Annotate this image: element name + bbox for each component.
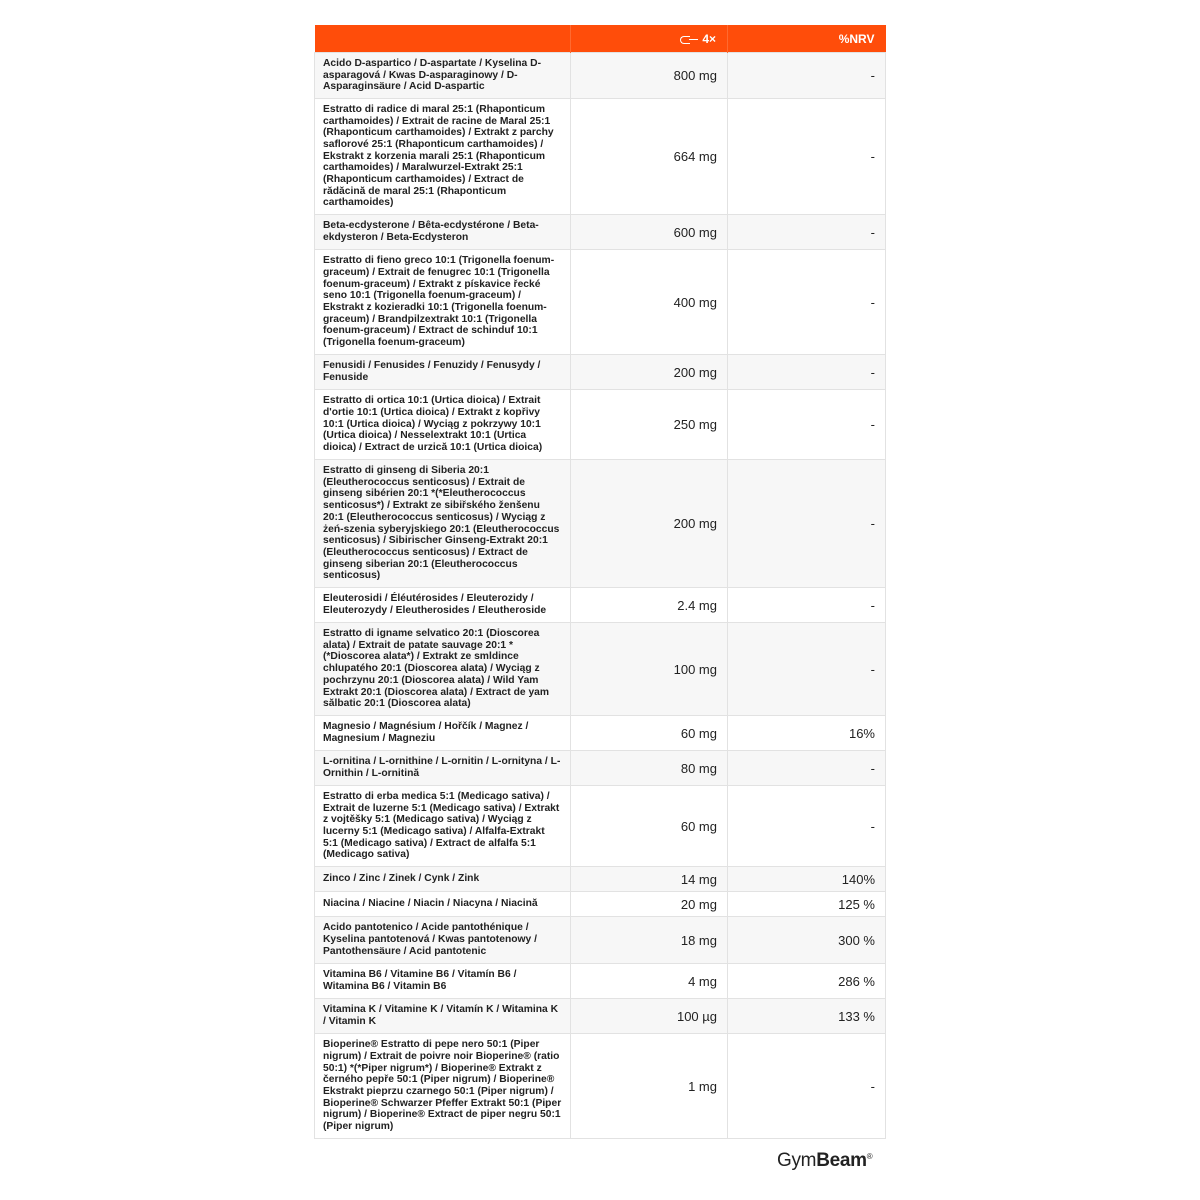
dose-cell: 100 mg <box>571 623 728 716</box>
nrv-cell: - <box>728 355 886 390</box>
nrv-cell: - <box>728 250 886 355</box>
table-row <box>315 215 886 250</box>
nrv-cell: - <box>728 623 886 716</box>
nrv-cell: - <box>728 1034 886 1139</box>
table-row <box>315 867 886 892</box>
nrv-cell: - <box>728 786 886 867</box>
nrv-cell: 16% <box>728 716 886 751</box>
nrv-cell: - <box>728 460 886 588</box>
nrv-cell: - <box>728 215 886 250</box>
logo-registered-mark: ® <box>866 1152 873 1161</box>
dose-cell: 60 mg <box>571 786 728 867</box>
nrv-cell: 125 % <box>728 892 886 917</box>
dose-cell: 20 mg <box>571 892 728 917</box>
ingredient-name-cell: Acido pantotenico / Acide pantothénique / Kyselina pantotenová / Kwas pantotenowy / Pantothensäure / Acid pantotenic <box>315 917 571 964</box>
nrv-cell: 133 % <box>728 999 886 1034</box>
nutrition-table <box>314 25 886 1139</box>
ingredient-name-cell: Eleuterosidi / Éléutérosides / Eleuterozidy / Eleuterozydy / Eleutherosides / Eleutheroside <box>315 588 571 623</box>
capsule-icon <box>680 35 698 44</box>
ingredient-name-cell: Acido D-aspartico / D-aspartate / Kyselina D-asparagová / Kwas D-asparaginowy / D-Asparaginsäure / Acid D-aspartic <box>315 53 571 99</box>
dose-column-header <box>571 25 728 53</box>
dose-cell: 200 mg <box>571 355 728 390</box>
ingredient-name-cell: Estratto di erba medica 5:1 (Medicago sativa) / Extrait de luzerne 5:1 (Medicago sativa) / Extrakt z vojtěšky 5:1 (Medicago sativa) / Wyciąg z lucerny 5:1 (Medicago sativa) / Alfalfa-Extrakt 5:1 (Medicago sativa) / Extract de alfalfa 5:1 (Medicago sativa) <box>315 786 571 867</box>
dose-header-label: 4× <box>702 31 716 46</box>
dose-cell: 60 mg <box>571 716 728 751</box>
dose-cell: 80 mg <box>571 751 728 786</box>
table-row <box>315 390 886 460</box>
table-row <box>315 623 886 716</box>
nrv-cell: - <box>728 751 886 786</box>
ingredient-name-cell: Magnesio / Magnésium / Hořčík / Magnez / Magnesium / Magneziu <box>315 716 571 751</box>
ingredient-name-cell: Fenusidi / Fenusides / Fenuzidy / Fenusydy / Fenuside <box>315 355 571 390</box>
nrv-cell: 300 % <box>728 917 886 964</box>
dose-cell: 664 mg <box>571 99 728 215</box>
table-row <box>315 355 886 390</box>
logo-text-bold: Beam <box>816 1150 867 1171</box>
nrv-cell: - <box>728 588 886 623</box>
table-row <box>315 917 886 964</box>
ingredient-name-cell: Beta-ecdysterone / Bêta-ecdystérone / Beta-ekdysteron / Beta-Ecdysteron <box>315 215 571 250</box>
ingredient-name-cell: Estratto di fieno greco 10:1 (Trigonella foenum-graceum) / Extrait de fenugrec 10:1 (Trigonella foenum-graceum) / Extrakt z pískavice řecké seno 10:1 (Trigonella foenum-graceum) / Ekstrakt z kozieradki 10:1 (Trigonella foenum-graceum) / Brandpilzextrakt 10:1 (Trigonella foenum-graceum) / Extract de schinduf 10:1 (Trigonella foenum-graceum) <box>315 250 571 355</box>
table-row <box>315 460 886 588</box>
table-row <box>315 999 886 1034</box>
nrv-cell: 140% <box>728 867 886 892</box>
dose-cell: 2.4 mg <box>571 588 728 623</box>
nrv-cell: - <box>728 390 886 460</box>
nrv-cell: - <box>728 53 886 99</box>
table-row <box>315 892 886 917</box>
gymbeam-logo <box>777 1150 872 1172</box>
ingredient-name-cell: Estratto di igname selvatico 20:1 (Dioscorea alata) / Extrait de patate sauvage 20:1 *(*Dioscorea alata*) / Extrakt ze smldince chlupatého 20:1 (Dioscorea alata) / Wyciąg z pochrzynu 20:1 (Dioscorea alata) / Wild Yam Extrakt 20:1 (Dioscorea alata) / Extract de yam sălbatic 20:1 (Dioscorea alata) <box>315 623 571 716</box>
table-row <box>315 751 886 786</box>
table-body <box>315 53 886 1139</box>
ingredient-name-cell: Vitamina K / Vitamine K / Vitamín K / Witamina K / Vitamin K <box>315 999 571 1034</box>
logo-text-light: Gym <box>777 1150 817 1171</box>
dose-cell: 100 µg <box>571 999 728 1034</box>
ingredient-name-cell: Niacina / Niacine / Niacin / Niacyna / Niacină <box>315 892 571 917</box>
ingredient-name-cell: Estratto di ginseng di Siberia 20:1 (Eleutherococcus senticosus) / Extrait de ginseng sibérien 20:1 *(*Eleutherococcus senticosus*) / Extrakt ze sibiřského ženšenu 20:1 (Eleutherococcus senticosus) / Wyciąg z żeń-szenia syberyjskiego 20:1 (Eleutherococcus senticosus) / Sibirischer Ginseng-Extrakt 20:1 (Eleutherococcus senticosus) / Extract de ginseng siberian 20:1 (Eleutherococcus senticosus) <box>315 460 571 588</box>
dose-cell: 200 mg <box>571 460 728 588</box>
nrv-column-header: %NRV <box>728 25 886 53</box>
ingredient-column-header <box>315 25 571 53</box>
ingredient-name-cell: L-ornitina / L-ornithine / L-ornitin / L-ornityna / L-Ornithin / L-ornitină <box>315 751 571 786</box>
ingredient-name-cell: Estratto di radice di maral 25:1 (Rhaponticum carthamoides) / Extrait de racine de Maral 25:1 (Rhaponticum carthamoides) / Extrakt z parchy saflorové 25:1 (Rhaponticum carthamoides) / Ekstrakt z korzenia marali 25:1 (Rhaponticum carthamoides) / Maralwurzel-Extrakt 25:1 (Rhaponticum carthamoides) / Extract de rădăcină de maral 25:1 (Rhaponticum carthamoides) <box>315 99 571 215</box>
ingredient-name-cell: Vitamina B6 / Vitamine B6 / Vitamín B6 / Witamina B6 / Vitamin B6 <box>315 964 571 999</box>
dose-cell: 250 mg <box>571 390 728 460</box>
table-header <box>315 25 886 53</box>
ingredient-name-cell: Estratto di ortica 10:1 (Urtica dioica) / Extrait d'ortie 10:1 (Urtica dioica) / Extrakt z kopřivy 10:1 (Urtica dioica) / Wyciąg z pokrzywy 10:1 (Urtica dioica) / Nesselextrakt 10:1 (Urtica dioica) / Extract de urzică 10:1 (Urtica dioica) <box>315 390 571 460</box>
table-row <box>315 250 886 355</box>
table-row <box>315 588 886 623</box>
dose-cell: 18 mg <box>571 917 728 964</box>
table-row <box>315 786 886 867</box>
table-row <box>315 53 886 99</box>
table-row <box>315 99 886 215</box>
ingredient-name-cell: Bioperine® Estratto di pepe nero 50:1 (Piper nigrum) / Extrait de poivre noir Bioperine® (ratio 50:1) *(*Piper nigrum*) / Bioperine® Extrakt z černého pepře 50:1 (Piper nigrum) / Bioperine® Ekstrakt pieprzu czarnego 50:1 (Piper nigrum) / Bioperine® Schwarzer Pfeffer Extrakt 50:1 (Piper nigrum) / Bioperine® Extract de piper negru 50:1 (Piper nigrum) <box>315 1034 571 1139</box>
table-row <box>315 1034 886 1139</box>
ingredient-name-cell: Zinco / Zinc / Zinek / Cynk / Zink <box>315 867 571 892</box>
dose-cell: 400 mg <box>571 250 728 355</box>
dose-cell: 600 mg <box>571 215 728 250</box>
nrv-cell: - <box>728 99 886 215</box>
dose-cell: 4 mg <box>571 964 728 999</box>
table-row <box>315 716 886 751</box>
dose-cell: 800 mg <box>571 53 728 99</box>
dose-cell: 1 mg <box>571 1034 728 1139</box>
dose-cell: 14 mg <box>571 867 728 892</box>
nrv-cell: 286 % <box>728 964 886 999</box>
nutrition-table-wrapper <box>314 25 885 1139</box>
header-row <box>315 25 886 53</box>
table-row <box>315 964 886 999</box>
